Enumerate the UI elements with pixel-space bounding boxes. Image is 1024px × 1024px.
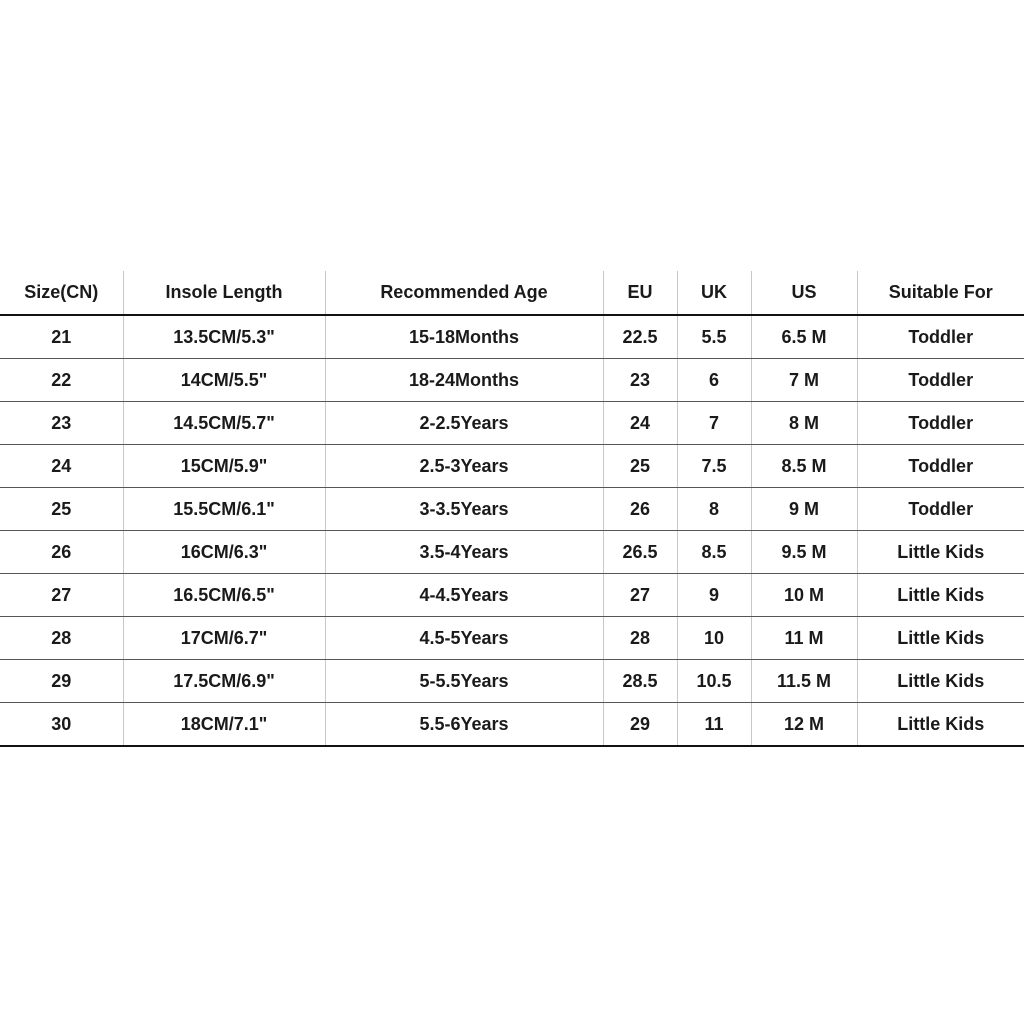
header-suitable-for: Suitable For [857, 271, 1024, 315]
cell-eu: 23 [603, 359, 677, 402]
cell-insole-length: 18CM/7.1" [123, 703, 325, 747]
cell-suitable-for: Toddler [857, 359, 1024, 402]
header-size-cn: Size(CN) [0, 271, 123, 315]
header-eu: EU [603, 271, 677, 315]
cell-us: 7 M [751, 359, 857, 402]
cell-recommended-age: 15-18Months [325, 315, 603, 359]
header-row [0, 271, 1024, 315]
cell-insole-length: 15CM/5.9" [123, 445, 325, 488]
table-row [0, 445, 1024, 488]
cell-suitable-for: Toddler [857, 315, 1024, 359]
cell-us: 8.5 M [751, 445, 857, 488]
header-insole-length: Insole Length [123, 271, 325, 315]
cell-suitable-for: Toddler [857, 488, 1024, 531]
cell-size-cn: 24 [0, 445, 123, 488]
cell-recommended-age: 4.5-5Years [325, 617, 603, 660]
cell-uk: 8 [677, 488, 751, 531]
size-chart-table [0, 271, 1024, 747]
table-row [0, 531, 1024, 574]
cell-eu: 28.5 [603, 660, 677, 703]
cell-insole-length: 14.5CM/5.7" [123, 402, 325, 445]
table-row [0, 703, 1024, 747]
cell-recommended-age: 3-3.5Years [325, 488, 603, 531]
cell-suitable-for: Little Kids [857, 574, 1024, 617]
cell-us: 12 M [751, 703, 857, 747]
cell-suitable-for: Toddler [857, 402, 1024, 445]
cell-eu: 25 [603, 445, 677, 488]
cell-insole-length: 15.5CM/6.1" [123, 488, 325, 531]
cell-uk: 7 [677, 402, 751, 445]
cell-size-cn: 27 [0, 574, 123, 617]
cell-eu: 27 [603, 574, 677, 617]
table-row [0, 574, 1024, 617]
cell-size-cn: 29 [0, 660, 123, 703]
cell-size-cn: 23 [0, 402, 123, 445]
cell-uk: 10.5 [677, 660, 751, 703]
cell-uk: 8.5 [677, 531, 751, 574]
cell-suitable-for: Toddler [857, 445, 1024, 488]
cell-us: 11.5 M [751, 660, 857, 703]
cell-eu: 26 [603, 488, 677, 531]
cell-uk: 10 [677, 617, 751, 660]
cell-suitable-for: Little Kids [857, 660, 1024, 703]
cell-size-cn: 21 [0, 315, 123, 359]
cell-recommended-age: 3.5-4Years [325, 531, 603, 574]
cell-us: 6.5 M [751, 315, 857, 359]
table-row [0, 402, 1024, 445]
cell-recommended-age: 4-4.5Years [325, 574, 603, 617]
table-row [0, 359, 1024, 402]
cell-insole-length: 17CM/6.7" [123, 617, 325, 660]
cell-size-cn: 26 [0, 531, 123, 574]
cell-us: 10 M [751, 574, 857, 617]
cell-eu: 29 [603, 703, 677, 747]
cell-size-cn: 25 [0, 488, 123, 531]
table-row [0, 488, 1024, 531]
cell-uk: 7.5 [677, 445, 751, 488]
header-us: US [751, 271, 857, 315]
cell-uk: 5.5 [677, 315, 751, 359]
table-body [0, 315, 1024, 746]
cell-suitable-for: Little Kids [857, 531, 1024, 574]
cell-size-cn: 30 [0, 703, 123, 747]
cell-us: 9.5 M [751, 531, 857, 574]
cell-suitable-for: Little Kids [857, 703, 1024, 747]
cell-size-cn: 22 [0, 359, 123, 402]
cell-us: 11 M [751, 617, 857, 660]
cell-us: 8 M [751, 402, 857, 445]
cell-uk: 6 [677, 359, 751, 402]
cell-eu: 26.5 [603, 531, 677, 574]
cell-recommended-age: 2-2.5Years [325, 402, 603, 445]
table-row [0, 617, 1024, 660]
cell-insole-length: 17.5CM/6.9" [123, 660, 325, 703]
cell-us: 9 M [751, 488, 857, 531]
cell-uk: 9 [677, 574, 751, 617]
cell-size-cn: 28 [0, 617, 123, 660]
cell-insole-length: 13.5CM/5.3" [123, 315, 325, 359]
header-uk: UK [677, 271, 751, 315]
cell-eu: 28 [603, 617, 677, 660]
cell-eu: 24 [603, 402, 677, 445]
cell-recommended-age: 5.5-6Years [325, 703, 603, 747]
cell-eu: 22.5 [603, 315, 677, 359]
cell-insole-length: 16CM/6.3" [123, 531, 325, 574]
cell-insole-length: 16.5CM/6.5" [123, 574, 325, 617]
header-recommended-age: Recommended Age [325, 271, 603, 315]
cell-insole-length: 14CM/5.5" [123, 359, 325, 402]
cell-recommended-age: 2.5-3Years [325, 445, 603, 488]
table-header [0, 271, 1024, 315]
table-row [0, 660, 1024, 703]
cell-suitable-for: Little Kids [857, 617, 1024, 660]
cell-recommended-age: 18-24Months [325, 359, 603, 402]
cell-uk: 11 [677, 703, 751, 747]
table-row [0, 315, 1024, 359]
cell-recommended-age: 5-5.5Years [325, 660, 603, 703]
